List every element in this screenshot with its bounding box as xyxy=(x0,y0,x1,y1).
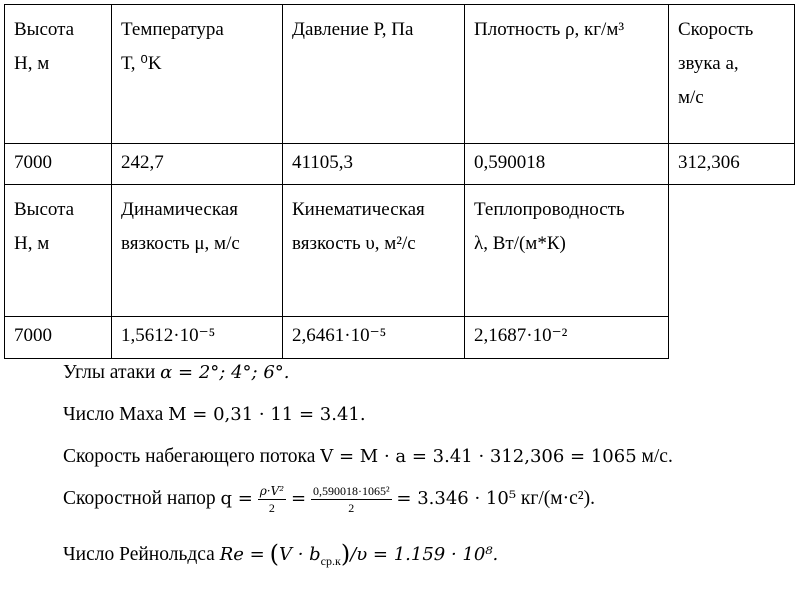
velocity-unit: м/с. xyxy=(641,446,673,467)
table2-header-altitude: Высота Н, м xyxy=(4,184,112,317)
angles-of-attack-line xyxy=(63,362,290,384)
table1-header-temperature: Температура Т, ⁰K xyxy=(111,4,283,144)
angles-label: Углы атаки xyxy=(63,362,156,383)
reynolds-number-line xyxy=(63,540,498,569)
pressure-unit: кг/(м·с²). xyxy=(520,487,596,509)
table2-header-dynamic-viscosity: Динамическая вязкость μ, м/с xyxy=(111,184,283,317)
table1-cell-pressure: 41105,3 xyxy=(282,143,465,185)
table2-header-kinematic-viscosity: Кинематическая вязкость υ, м²/с xyxy=(282,184,465,317)
pressure-result: = 3.346 · 10⁵ xyxy=(396,487,517,509)
mach-expression: M = 0,31 · 11 = 3.41. xyxy=(168,404,366,425)
pressure-frac1-numerator: ρ·V² xyxy=(259,484,285,498)
table2-header-thermal-conductivity: Теплопроводность λ, Вт/(м*К) xyxy=(464,184,669,317)
velocity-expression: V = M · a = 3.41 · 312,306 = 1065 xyxy=(320,446,637,467)
freestream-velocity-line xyxy=(63,446,673,468)
table1-cell-density: 0,590018 xyxy=(464,143,669,185)
angles-expression: α = 2°; 4°; 6°. xyxy=(160,362,290,383)
table1-header-density: Плотность ρ, кг/м³ xyxy=(464,4,669,144)
reynolds-lhs: Re = xyxy=(219,544,265,565)
table2-cell-kinematic-viscosity: 2,6461·10⁻⁵ xyxy=(282,316,465,359)
table1-cell-altitude: 7000 xyxy=(4,143,112,185)
pressure-frac2-denominator: 2 xyxy=(348,501,355,515)
dynamic-pressure-line xyxy=(63,484,595,515)
mach-label: Число Маха xyxy=(63,404,164,425)
table1-header-altitude: Высота Н, м xyxy=(4,4,112,144)
table2-cell-dynamic-viscosity: 1,5612·10⁻⁵ xyxy=(111,316,283,359)
table2-cell-thermal-conductivity: 2,1687·10⁻² xyxy=(464,316,669,359)
right-paren: ) xyxy=(340,540,351,568)
table2-cell-altitude: 7000 xyxy=(4,316,112,359)
reynolds-rest: /υ = 1.159 · 10⁸. xyxy=(350,544,499,565)
pressure-lhs: q = xyxy=(220,487,253,509)
reynolds-inner: V · b xyxy=(278,544,321,565)
pressure-label: Скоростной напор xyxy=(63,487,216,509)
left-paren: ( xyxy=(269,540,279,568)
table1-header-pressure: Давление Р, Па xyxy=(282,4,465,144)
reynolds-subscript: ср.к xyxy=(320,553,341,568)
mach-number-line xyxy=(63,404,366,426)
pressure-fraction-symbolic xyxy=(258,484,286,515)
table1-cell-sound-speed: 312,306 xyxy=(668,143,795,185)
velocity-label: Скорость набегающего потока xyxy=(63,446,316,467)
table1-cell-temperature: 242,7 xyxy=(111,143,283,185)
pressure-frac2-numerator: 0,590018·1065² xyxy=(312,484,390,498)
table1-header-sound-speed: Скорость звука а, м/с xyxy=(668,4,795,144)
equals-sign: = xyxy=(290,487,307,509)
reynolds-label: Число Рейнольдса xyxy=(63,544,215,565)
pressure-frac1-denominator: 2 xyxy=(268,501,275,515)
pressure-fraction-numeric xyxy=(311,484,392,515)
